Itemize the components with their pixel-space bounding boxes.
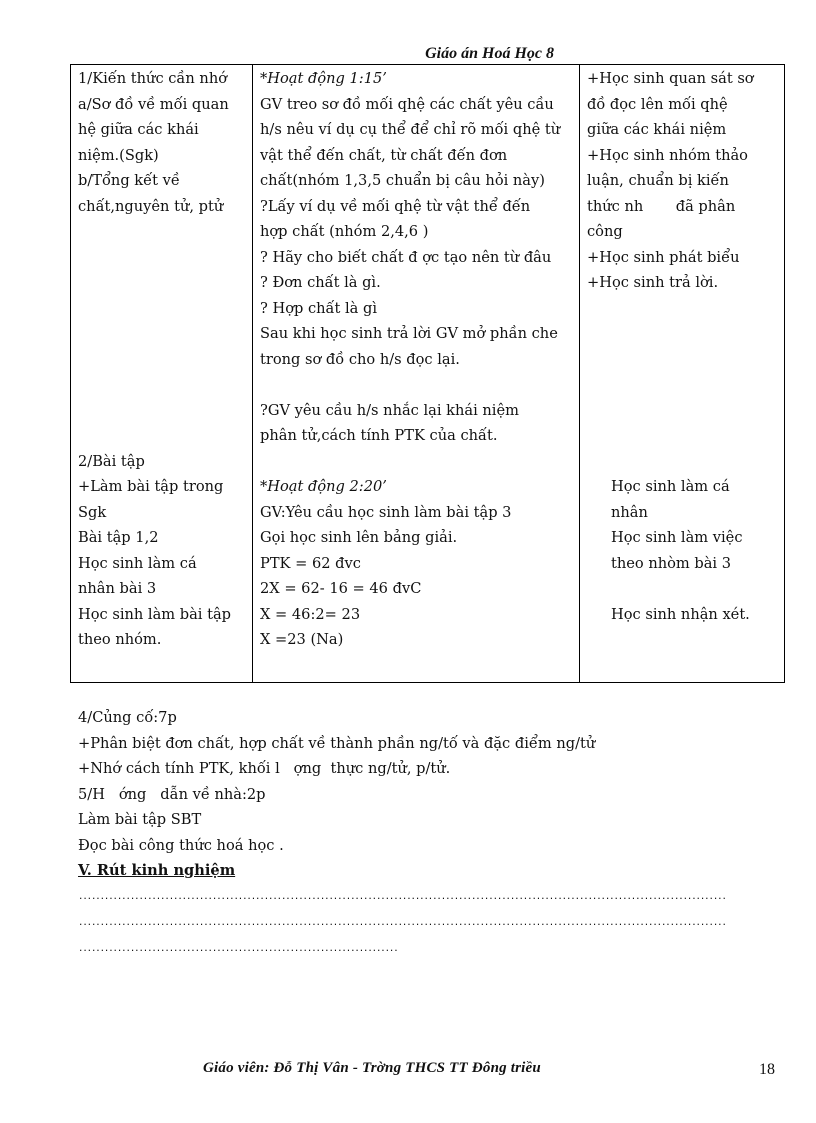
col2-line: ? Đơn chất là gì.: [260, 274, 381, 291]
col3-line: thức nh đã phân: [587, 197, 736, 215]
col3-line: nhân: [611, 503, 648, 521]
col1-line: theo nhóm.: [78, 631, 162, 648]
knowledge-column: [71, 65, 253, 683]
experience-heading: V. Rút kinh nghiệm: [78, 862, 236, 879]
col1-line: Sgk: [78, 503, 107, 521]
col2-line: ?GV yêu cầu h/s nhắc lại khái niệm: [260, 401, 519, 419]
header-title: Giáo án Hoá Học 8: [425, 45, 554, 62]
homework-heading: 5/H ớng dẫn về nhà:2p: [78, 785, 266, 803]
col2-line: hợp chất (nhóm 2,4,6 ): [260, 223, 429, 240]
col1-line: Học sinh làm cá: [78, 554, 197, 572]
col1-line: Bài tập 1,2: [78, 529, 159, 546]
col3-line: theo nhòm bài 3: [611, 554, 732, 572]
col2-line: Gọi học sinh lên bảng giải.: [260, 529, 458, 546]
col2-line: phân tử,cách tính PTK của chất.: [260, 427, 498, 444]
col2-line: vật thể đến chất, từ chất đến đơn: [260, 146, 508, 164]
col3-line: Học sinh nhận xét.: [611, 605, 750, 623]
consolidation-heading: 4/Củng cố:7p: [78, 709, 177, 726]
col1-line: nhân bài 3: [78, 580, 157, 597]
activity-1-heading: *Hoạt động 1:15’: [260, 70, 387, 87]
col1-line: Học sinh làm bài tập: [78, 605, 232, 623]
col2-line: PTK = 62 đvc: [260, 554, 361, 572]
homework-line: Làm bài tập SBT: [78, 811, 202, 828]
teacher-activity-column: [253, 65, 580, 683]
col3-line: +Học sinh quan sát sơ: [587, 70, 754, 87]
col1-line: hệ giữa các khái: [78, 121, 199, 138]
col3-line: đồ đọc lên mối qhệ: [587, 95, 728, 113]
lesson-table: [70, 64, 785, 683]
col3-line: Học sinh làm việc: [611, 529, 743, 546]
col2-line: X = 46:2= 23: [260, 605, 361, 623]
activity-2-heading: *Hoạt động 2:20’: [260, 478, 387, 495]
teacher-credit: Giáo viên: Đỗ Thị Vân - Trờng THCS TT Đông triều: [203, 1060, 541, 1076]
dotted-line: ......................................................................................................................................................: [78, 891, 726, 902]
col2-line: Sau khi học sinh trả lời GV mở phần che: [260, 325, 558, 342]
col3-line: luận, chuẩn bị kiến: [587, 172, 729, 189]
col2-line: 2X = 62- 16 = 46 đvC: [260, 580, 422, 597]
col1-line: 2/Bài tập: [78, 452, 145, 470]
page-number: 18: [759, 1061, 775, 1078]
consolidation-section: [78, 705, 778, 962]
col3-line: giữa các khái niệm: [587, 121, 727, 138]
col1-line: b/Tổng kết về: [78, 172, 180, 189]
col2-line: chất(nhóm 1,3,5 chuẩn bị câu hỏi này): [260, 172, 545, 189]
consolidation-line: +Nhớ cách tính PTK, khối l ợng thực ng/tử, p/tử.: [78, 760, 451, 777]
col1-line: +Làm bài tập trong: [78, 478, 224, 495]
col1-line: a/Sơ đồ về mối quan: [78, 95, 229, 113]
col2-line: GV treo sơ đồ mối qhệ các chất yêu cầu: [260, 95, 554, 113]
student-activity-column: [580, 65, 785, 683]
col2-line: ?Lấy ví dụ về mối qhệ từ vật thể đến: [260, 197, 531, 215]
col2-line: h/s nêu ví dụ cụ thể để chỉ rõ mối qhệ từ: [260, 121, 561, 138]
col2-line: X =23 (Na): [260, 631, 344, 648]
col2-line: ? Hãy cho biết chất đ ợc tạo nên từ đâu: [260, 248, 552, 266]
dotted-line: ......................................................................................................................................................: [78, 917, 726, 928]
dotted-line: ..........................................................................: [78, 943, 398, 954]
col3-line: +Học sinh trả lời.: [587, 274, 719, 291]
col2-line: ? Hợp chất là gì: [260, 299, 377, 317]
col2-line: GV:Yêu cầu học sinh làm bài tập 3: [260, 503, 512, 521]
page-header: [78, 45, 554, 65]
col3-line: +Học sinh nhóm thảo: [587, 146, 748, 164]
col1-line: niệm.(Sgk): [78, 146, 159, 164]
col1-line: 1/Kiến thức cần nhớ: [78, 70, 228, 87]
col3-line: công: [587, 223, 623, 240]
col1-line: chất,nguyên tử, ptử: [78, 197, 224, 215]
col2-line: trong sơ đồ cho h/s đọc lại.: [260, 350, 460, 368]
homework-line: Đọc bài công thức hoá học .: [78, 836, 284, 854]
consolidation-line: +Phân biệt đơn chất, hợp chất về thành phần ng/tố và đặc điểm ng/tử: [78, 734, 596, 752]
col3-line: Học sinh làm cá: [611, 478, 730, 495]
col3-line: +Học sinh phát biểu: [587, 248, 740, 266]
